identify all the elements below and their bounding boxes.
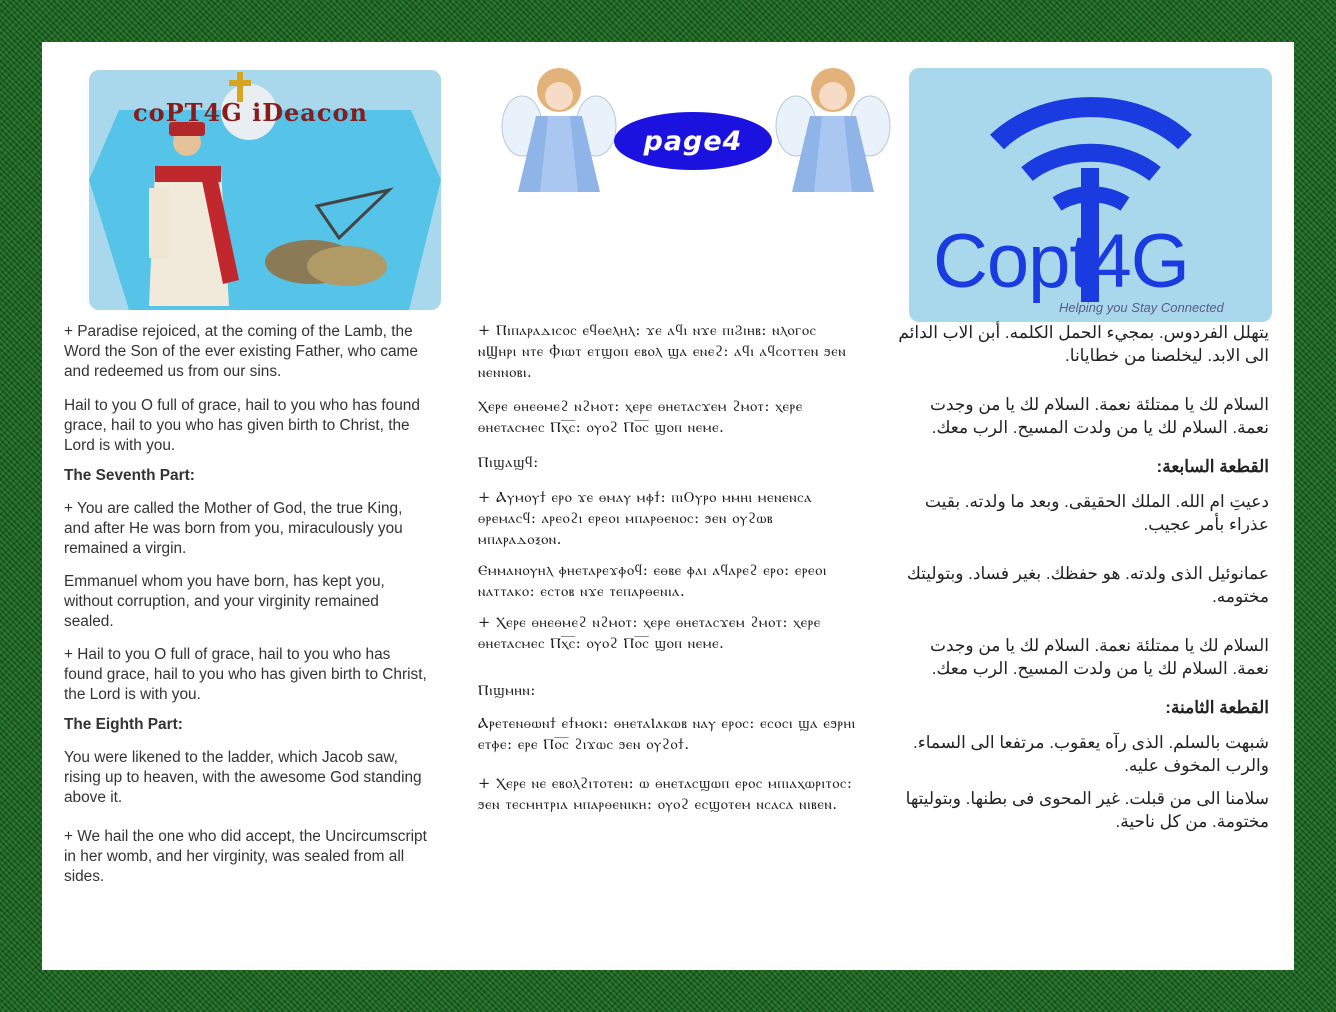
english-paragraph: You were likened to the ladder, which Jacob saw, rising up to heaven, with the awesome God standing above it. [64,749,422,806]
ideacon-logo-text: coPT4G iDeacon [133,98,368,127]
coptic-heading-seventh: Ⲡⲓϣⲁϣϥ: [478,454,539,471]
english-heading-seventh: The Seventh Part: [64,467,195,484]
arabic-paragraph: شبهت بالسلم. الذى رآه يعقوب. مرتفعا الى السماء. والرب المخوف عليه. [913,733,1269,775]
english-paragraph: + Hail to you O full of grace, hail to you who has found grace, hail to you who has given birth to Christ, the Lord is with you. [64,646,427,703]
page [42,42,1294,970]
english-paragraph: + We hail the one who did accept, the Uncircumscript in her womb, and her virginity, was sealed from all sides. [64,828,427,885]
arabic-heading-eighth: القطعة الثامنة: [1165,698,1269,717]
arabic-paragraph: سلامنا الى من قبلت. غير المحوى فى بطنها. وبتوليتها مختومة. من كل ناحية. [905,789,1269,831]
coptic-heading-eighth: Ⲡⲓϣⲙⲏⲛ: [478,682,536,699]
coptic-paragraph: + Ⲭⲉⲣⲉ ⲛⲉ ⲉⲃⲟⲗϩⲓⲧⲟⲧⲉⲛ: ⲱ ⲑⲏⲉⲧⲁⲥϣⲱⲡ ⲉⲣⲟⲥ ⲙⲡⲓⲁⲭⲱⲣⲓⲧⲟⲥ: ϧⲉⲛ ⲧⲉⲥⲙⲏⲧⲣⲓⲁ ⲙⲡⲁⲣⲑⲉⲛⲓⲕⲏ: ⲟⲩⲟϩ ⲉⲥϣⲟⲧⲉⲙ ⲛⲥⲁⲥⲁ ⲛⲓⲃⲉⲛ. [478,775,853,813]
arabic-paragraph: السلام لك يا ممتلئة نعمة. السلام لك يا من وجدت نعمة. السلام لك يا من ولدت المسيح. الرب معك. [929,395,1269,437]
arabic-paragraph: السلام لك يا ممتلئة نعمة. السلام لك يا من وجدت نعمة. السلام لك يا من ولدت المسيح. الرب معك. [929,636,1269,678]
english-paragraph: + You are called the Mother of God, the true King, and after He was born from you, miraculously you remained a virgin. [64,500,403,557]
coptic-column [478,318,858,815]
angel-right-icon [774,56,892,201]
arabic-column [897,318,1269,833]
english-paragraph: Hail to you O full of grace, hail to you who has found grace, hail to you who has given birth to Christ, the Lord is with you. [64,397,420,454]
english-heading-eighth: The Eighth Part: [64,716,183,733]
page-number-label: page4 [643,125,743,157]
english-column [64,318,432,887]
angel-left-icon [500,56,618,201]
arabic-heading-seventh: القطعة السابعة: [1156,457,1269,476]
arabic-paragraph: عمانوئيل الذى ولدته. هو حفظك. بغير فساد. وبتوليتك مختومه. [906,564,1269,606]
arabic-paragraph: دعيتِ ام الله. الملك الحقيقى. وبعد ما ولدته. بقيت عذراء بأمر عجيب. [924,492,1269,534]
coptic-paragraph: Ⲭⲉⲣⲉ ⲑⲏⲉⲑⲙⲉϩ ⲛϩⲙⲟⲧ: ⲭⲉⲣⲉ ⲑⲏⲉⲧⲁⲥϫⲉⲙ ϩⲙⲟⲧ: ⲭⲉⲣⲉ ⲑⲏⲉⲧⲁⲥⲙⲉⲥ Ⲡⲭ̅ⲥ̅: ⲟⲩⲟϩ Ⲡⲟ̅ⲥ̅ ϣⲟⲡ ⲛⲉⲙⲉ. [478,398,803,436]
coptic-paragraph: + Ⲁⲩⲙⲟⲩϯ ⲉⲣⲟ ϫⲉ ⲑⲙⲁⲩ ⲙⲫϯ: ⲡⲓⲞⲩⲣⲟ ⲙⲙⲏⲓ ⲙⲉⲛⲉⲛⲥⲁ ⲑⲣⲉⲙⲁⲥϥ: ⲁⲣⲉⲟϩⲓ ⲉⲣⲉⲟⲓ ⲙⲡⲁⲣⲑⲉⲛⲟⲥ: ϧⲉⲛ ⲟⲩϩⲱⲃ ⲙⲡⲁⲣⲁⲇⲟⲝⲟⲛ. [478,489,813,548]
coptic-paragraph: + Ⲡⲓⲡⲁⲣⲁⲇⲓⲥⲟⲥ ⲉϥⲑⲉⲗⲏⲗ: ϫⲉ ⲁϥⲓ ⲛϫⲉ ⲡⲓϨⲓⲏⲃ: ⲛⲗⲟⲅⲟⲥ ⲛϢⲏⲣⲓ ⲛⲧⲉ Ⲫⲓⲱⲧ ⲉⲧϣⲟⲡ ⲉⲃⲟⲗ ϣⲁ ⲉⲛⲉϩ: ⲁϥⲓ ⲁϥⲥⲟⲧⲧⲉⲛ ϧⲉⲛ ⲛⲉⲛⲛⲟⲃⲓ. [478,322,847,381]
copt4g-ideacon-logo [89,70,441,310]
page-number-badge [614,112,772,170]
coptic-paragraph: + Ⲭⲉⲣⲉ ⲑⲏⲉⲑⲙⲉϩ ⲛϩⲙⲟⲧ: ⲭⲉⲣⲉ ⲑⲏⲉⲧⲁⲥϫⲉⲙ ϩⲙⲟⲧ: ⲭⲉⲣⲉ ⲑⲏⲉⲧⲁⲥⲙⲉⲥ Ⲡⲭ̅ⲥ̅: ⲟⲩⲟϩ Ⲡⲟ̅ⲥ̅ ϣⲟⲡ ⲛⲉⲙⲉ. [478,614,821,652]
coptic-paragraph: Ⲁⲣⲉⲧⲉⲛⲑⲱⲛϯ ⲉϯⲙⲟⲕⲓ: ⲑⲏⲉⲧⲁⲒⲁⲕⲱⲃ ⲛⲁⲩ ⲉⲣⲟⲥ: ⲉⲥⲟⲥⲓ ϣⲁ ⲉϧⲣⲏⲓ ⲉⲧⲫⲉ: ⲉⲣⲉ Ⲡⲟ̅ⲥ̅ ϩⲓϫⲱⲥ ϧⲉⲛ ⲟⲩϩⲟϯ. [478,715,856,753]
coptic-paragraph: Ⲉⲙⲙⲁⲛⲟⲩⲏⲗ ⲫⲏⲉⲧⲁⲣⲉϫⲫⲟϥ: ⲉⲑⲃⲉ ⲫⲁⲓ ⲁϥⲁⲣⲉϩ ⲉⲣⲟ: ⲉⲣⲉⲟⲓ ⲛⲁⲧⲧⲁⲕⲟ: ⲉⲥⲧⲟⲃ ⲛϫⲉ ⲧⲉⲡⲁⲣⲑⲉⲛⲓⲁ. [478,562,827,600]
english-paragraph: Emmanuel whom you have born, has kept you, without corruption, and your virginity remained sealed. [64,573,385,630]
english-paragraph: + Paradise rejoiced, at the coming of the Lamb, the Word the Son of the ever existing Father, who came and redeemed us from our sins. [64,323,418,380]
arabic-paragraph: يتهلل الفردوس. بمجيء الحمل الكلمه. أبن الاب الدائم الى الابد. ليخلصنا من خطايانا. [898,323,1269,365]
copt4g-tagline: Helping you Stay Connected [1059,300,1224,315]
copt4g-logo-text: Copt4G [933,219,1189,304]
copt4g-logo [909,68,1272,322]
